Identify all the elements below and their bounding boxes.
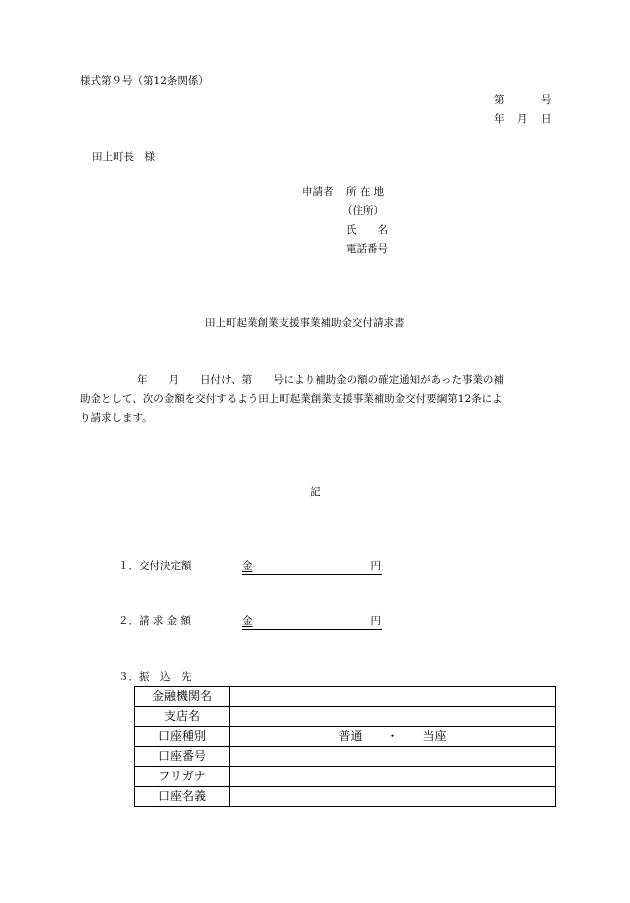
doc-number-dai: 第	[494, 94, 505, 106]
table-row	[135, 707, 556, 727]
branch-name-field[interactable]	[230, 707, 556, 727]
applicant-address-label: 所 在 地	[346, 186, 385, 198]
form-header: 様式第９号（第12条関係）	[80, 75, 209, 87]
ki-heading: 記	[310, 486, 321, 498]
account-holder-field[interactable]	[230, 787, 556, 807]
applicant-title: 申請者	[302, 186, 334, 198]
date-day: 日	[541, 113, 552, 125]
item-1-amount-field[interactable]	[242, 561, 381, 572]
date-month: 月	[517, 113, 528, 125]
item-2-label: ２．請 求 金 額	[118, 615, 192, 627]
table-row	[135, 727, 556, 747]
furigana-label: フリガナ	[135, 767, 230, 787]
account-type-label: 口座種別	[135, 727, 230, 747]
account-holder-label: 口座名義	[135, 787, 230, 807]
item-2-prefix: 金	[242, 615, 253, 627]
furigana-field[interactable]	[230, 767, 556, 787]
document-title: 田上町起業創業支援事業補助金交付請求書	[205, 317, 405, 329]
item-2-amount-field[interactable]	[242, 616, 381, 627]
branch-name-label: 支店名	[135, 707, 230, 727]
bank-name-label: 金融機関名	[135, 687, 230, 707]
bank-table	[134, 686, 556, 807]
bank-name-field[interactable]	[230, 687, 556, 707]
body-line-2: 助金として、次の金額を交付するよう田上町起業創業支援事業補助金交付要綱第12条によ	[80, 393, 503, 405]
account-type-field[interactable]: 普通 ・ 当座	[230, 727, 556, 747]
applicant-name-label: 氏 名	[346, 224, 388, 236]
item-2-underline	[242, 629, 382, 630]
date-year: 年	[494, 113, 505, 125]
applicant-address-sub: （住所）	[342, 205, 384, 217]
body-line-1: 年 月 日付け、第 号により補助金の額の確定通知があった事業の補	[137, 374, 504, 386]
bank-heading: ３．振 込 先	[118, 671, 192, 683]
item-1-prefix: 金	[242, 560, 253, 572]
addressee: 田上町長 様	[92, 151, 155, 163]
table-row	[135, 767, 556, 787]
table-row	[135, 747, 556, 767]
item-1-suffix: 円	[370, 560, 381, 572]
doc-number-go: 号	[541, 94, 552, 106]
account-number-label: 口座番号	[135, 747, 230, 767]
body-line-3: り請求します。	[80, 412, 153, 424]
item-1-label: １．交付決定額	[118, 560, 192, 572]
applicant-phone-label: 電話番号	[346, 243, 388, 255]
table-row	[135, 687, 556, 707]
item-1-underline	[242, 574, 382, 575]
item-2-suffix: 円	[370, 615, 381, 627]
account-number-field[interactable]	[230, 747, 556, 767]
table-row	[135, 787, 556, 807]
